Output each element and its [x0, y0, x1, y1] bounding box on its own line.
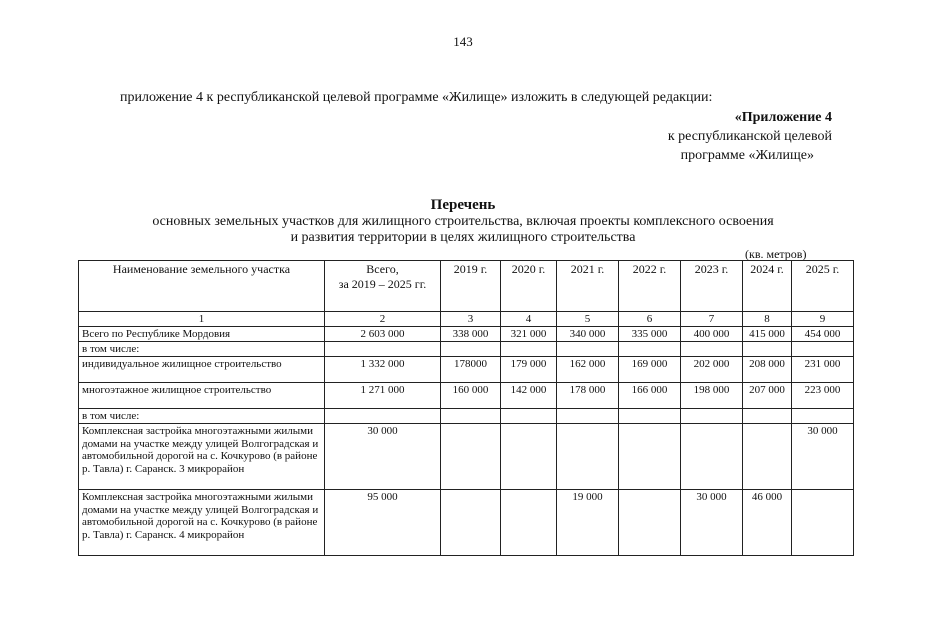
row-2020	[501, 424, 557, 490]
document-title: Перечень	[430, 197, 496, 213]
units-label: (кв. метров)	[745, 247, 807, 261]
table-row	[79, 357, 854, 383]
row-2020: 179 000	[501, 357, 557, 383]
row-2021	[557, 409, 619, 424]
table-row	[79, 342, 854, 357]
row-total: 1 271 000	[325, 383, 441, 409]
row-2019	[441, 342, 501, 357]
header-2020: 2020 г.	[501, 261, 557, 312]
row-name: Комплексная застройка многоэтажными жилыми домами на участке между улицей Волгоградская и автомобильной дорогой на с. Кочкурово (в районе р. Тавла) г. Саранск. 3 микрорайон	[79, 424, 325, 490]
row-2021: 178 000	[557, 383, 619, 409]
row-2024	[743, 424, 792, 490]
header-2019: 2019 г.	[441, 261, 501, 312]
row-2020	[501, 342, 557, 357]
row-2020: 142 000	[501, 383, 557, 409]
row-2021: 162 000	[557, 357, 619, 383]
row-2024: 208 000	[743, 357, 792, 383]
table-row	[79, 424, 854, 490]
row-2021	[557, 342, 619, 357]
row-2022	[619, 490, 681, 556]
table-row	[79, 383, 854, 409]
row-name: в том числе:	[79, 409, 325, 424]
row-2025	[792, 409, 854, 424]
row-total	[325, 342, 441, 357]
row-total: 1 332 000	[325, 357, 441, 383]
row-2025: 30 000	[792, 424, 854, 490]
header-plot-name: Наименование земельного участка	[79, 261, 325, 312]
header-total-line-1: Всего,	[366, 262, 399, 276]
document-subtitle-line-1: основных земельных участков для жилищного строительства, включая проекты комплексного освоения	[152, 214, 774, 229]
row-name: в том числе:	[79, 342, 325, 357]
column-number: 3	[441, 312, 501, 327]
row-2019: 178000	[441, 357, 501, 383]
header-2021: 2021 г.	[557, 261, 619, 312]
header-2025: 2025 г.	[792, 261, 854, 312]
row-2019	[441, 490, 501, 556]
row-2025: 223 000	[792, 383, 854, 409]
row-2022: 166 000	[619, 383, 681, 409]
row-2025	[792, 490, 854, 556]
header-2023: 2023 г.	[681, 261, 743, 312]
appendix-line-3: программе «Жилище»	[680, 148, 814, 163]
row-2024: 207 000	[743, 383, 792, 409]
table-row	[79, 409, 854, 424]
row-2023: 30 000	[681, 490, 743, 556]
row-total	[325, 409, 441, 424]
table-header-row	[79, 261, 854, 312]
row-2021: 340 000	[557, 327, 619, 342]
appendix-header	[668, 108, 832, 165]
header-2022: 2022 г.	[619, 261, 681, 312]
row-total: 2 603 000	[325, 327, 441, 342]
document-title-block	[0, 197, 926, 246]
column-numbers-row	[79, 312, 854, 327]
appendix-title: «Приложение 4	[734, 110, 832, 125]
row-2022: 335 000	[619, 327, 681, 342]
column-number: 8	[743, 312, 792, 327]
row-2024: 46 000	[743, 490, 792, 556]
row-2022	[619, 424, 681, 490]
row-2021: 19 000	[557, 490, 619, 556]
row-2023	[681, 409, 743, 424]
row-2020	[501, 490, 557, 556]
row-2021	[557, 424, 619, 490]
row-2019	[441, 409, 501, 424]
column-number: 6	[619, 312, 681, 327]
row-2023: 202 000	[681, 357, 743, 383]
column-number: 7	[681, 312, 743, 327]
column-number: 4	[501, 312, 557, 327]
row-2024: 415 000	[743, 327, 792, 342]
document-subtitle-line-2: и развития территории в целях жилищного строительства	[290, 230, 636, 245]
row-2022	[619, 409, 681, 424]
row-2025	[792, 342, 854, 357]
row-name: Комплексная застройка многоэтажными жилыми домами на участке между улицей Волгоградская и автомобильной дорогой на с. Кочкурово (в районе р. Тавла) г. Саранск. 4 микрорайон	[79, 490, 325, 556]
intro-text: приложение 4 к республиканской целевой программе «Жилище» изложить в следующей редакции:	[120, 90, 713, 105]
row-2024	[743, 409, 792, 424]
row-name: Всего по Республике Мордовия	[79, 327, 325, 342]
row-2020	[501, 409, 557, 424]
row-2023: 198 000	[681, 383, 743, 409]
row-2023	[681, 342, 743, 357]
row-2023: 400 000	[681, 327, 743, 342]
table-row	[79, 327, 854, 342]
appendix-line-2: к республиканской целевой	[667, 129, 832, 144]
column-number: 2	[325, 312, 441, 327]
row-2022	[619, 342, 681, 357]
row-2025: 454 000	[792, 327, 854, 342]
column-number: 5	[557, 312, 619, 327]
row-2019: 338 000	[441, 327, 501, 342]
row-name: многоэтажное жилищное строительство	[79, 383, 325, 409]
row-2024	[743, 342, 792, 357]
row-total: 95 000	[325, 490, 441, 556]
page-number: 143	[453, 34, 473, 49]
row-name: индивидуальное жилищное строительство	[79, 357, 325, 383]
row-2025: 231 000	[792, 357, 854, 383]
header-2024: 2024 г.	[743, 261, 792, 312]
header-total-line-2: за 2019 – 2025 гг.	[338, 277, 427, 291]
column-number: 9	[792, 312, 854, 327]
row-2020: 321 000	[501, 327, 557, 342]
header-total	[325, 261, 441, 312]
row-2019: 160 000	[441, 383, 501, 409]
table-row	[79, 490, 854, 556]
row-2019	[441, 424, 501, 490]
row-total: 30 000	[325, 424, 441, 490]
row-2023	[681, 424, 743, 490]
land-plots-table	[78, 260, 854, 556]
column-number: 1	[79, 312, 325, 327]
row-2022: 169 000	[619, 357, 681, 383]
